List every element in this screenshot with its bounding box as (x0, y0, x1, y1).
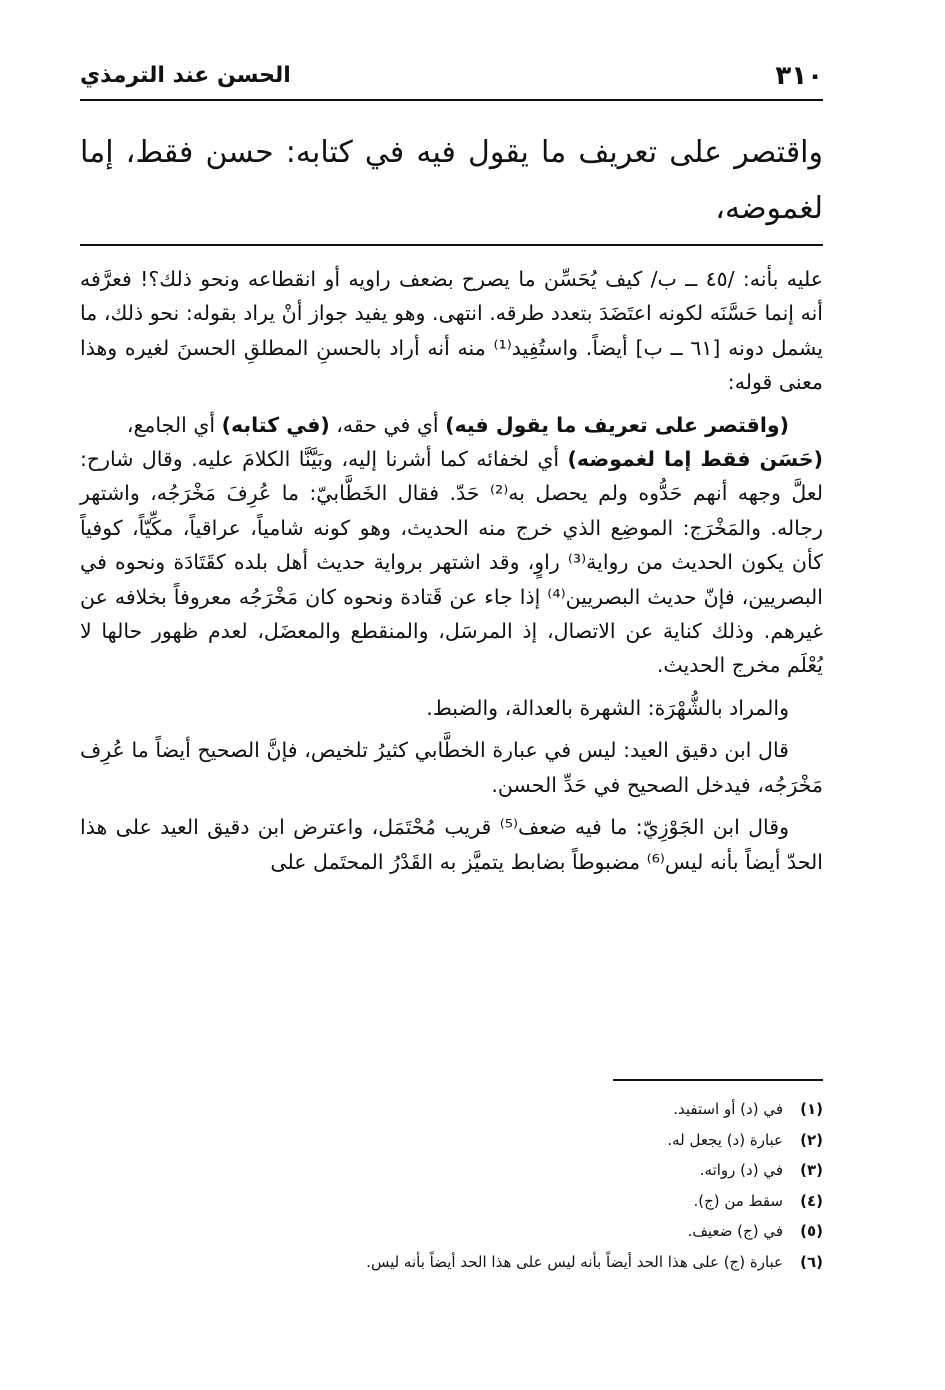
footnote-text: سقط من (ج). (693, 1191, 783, 1210)
footnote (80, 1094, 823, 1125)
footnote-number: (٢) (800, 1130, 823, 1149)
commentary-text: أي لخفائه كما أشرنا إليه، وبَيَّنَّا الكلامَ عليه. وقال شارح: لعلَّ وجهه أنهم حَدُّوه ولم يحصل به⁽²⁾ حَدّ. فقال الخَطَّابيّ: ما عُرِفَ مَخْرَجُه، واشتهر رجاله. والمَخْرَج: الموضِع الذي خرج منه الحديث، وهو كونه شامياً، عراقياً، مكِّيّاً، كوفياً كأن يكون الحديث من رواية⁽³⁾ راوٍ، وقد اشتهر برواية حديث أهل بلده كقَتَادَة ونحوه في البصريين، فإنّ حديث البصريين⁽⁴⁾ إذا جاء عن قَتادة ونحوه كان مَخْرَجُه معروفاً بخلافه عن غيرهم. وذلك كناية عن الاتصال، إذ المرسَل، والمنقطع والمعضَل، لعدم ظهور حالها لا يُعْلَم مخرج الحديث. (80, 447, 824, 678)
footnote (80, 1216, 823, 1247)
quoted-phrase: (في كتابه) (221, 412, 330, 437)
commentary-paragraph-5: وقال ابن الجَوْزِيّ: ما فيه ضعف⁽⁵⁾ قريب مُحْتَمَل، واعترض ابن دقيق العيد على هذا الحدّ أيضاً بأنه ليس⁽⁶⁾ مضبوطاً بضابط يتميَّز به القَدْرُ المحتَمل على (80, 815, 823, 874)
commentary-paragraph-4: قال ابن دقيق العيد: ليس في عبارة الخطَّابي كثيرُ تلخيص، فإنَّ الصحيح أيضاً ما عُرِف مَخْرَجُه، فيدخل الصحيح في حَدِّ الحسن. (80, 738, 823, 797)
page-header (80, 62, 823, 90)
footnote-text: عبارة (ج) على هذا الحد أيضاً بأنه ليس على هذا الحد أيضاً بأنه ليس. (366, 1252, 783, 1271)
main-text-divider (80, 244, 823, 246)
footnotes (80, 1094, 823, 1277)
page-number: ٣١٠ (775, 61, 823, 91)
commentary-paragraph-1: عليه بأنه: /٤٥ ــ ب/ كيف يُحَسِّن ما يصرح بضعف راويه أو انقطاعه ونحو ذلك؟! فعرَّفه أنه إنما حَسَّنَه لكونه اعتَضَدَ بتعدد طرقه. انتهى. وهو يفيد جواز أنْ يراد بقوله: نحو ذلك، ما يشمل دونه [٦١ ــ ب] أيضاً. واستُفِيد⁽¹⁾ منه أنه أراد بالحسنِ المطلقِ الحسنَ لغيره وهذا معنى قوله: (80, 267, 823, 395)
commentary (80, 262, 823, 887)
footnote-text: عبارة (د) يجعل له. (667, 1130, 783, 1149)
header-divider (80, 99, 823, 101)
commentary-paragraph-3: والمراد بالشُّهْرَة: الشهرة بالعدالة، والضبط. (426, 695, 789, 720)
footnote-number: (١) (800, 1100, 823, 1118)
footnote (80, 1125, 823, 1156)
footnote-text: في (ج) ضعيف. (687, 1222, 783, 1240)
footnote-number: (٥) (800, 1222, 823, 1240)
commentary-paragraph-2 (80, 408, 823, 683)
quoted-phrase: (واقتصر على تعريف ما يقول فيه) (445, 412, 789, 437)
commentary-text: أي الجامع، (126, 412, 222, 437)
footnote (80, 1155, 823, 1186)
quoted-phrase: (حَسَن فقط إما لغموضه) (567, 447, 823, 472)
main-text: واقتصر على تعريف ما يقول فيه في كتابه: حسن فقط، إما لغموضه، (80, 135, 823, 226)
commentary-text: أي في حقه، (329, 412, 446, 437)
running-title: الحسن عند الترمذي (80, 63, 291, 88)
footnote (80, 1247, 823, 1278)
footnote-number: (٦) (800, 1252, 823, 1271)
footnote-divider (613, 1079, 823, 1081)
footnote (80, 1186, 823, 1217)
footnote-text: في (د) أو استفيد. (673, 1100, 783, 1118)
footnote-number: (٣) (800, 1161, 823, 1179)
footnote-text: في (د) رواته. (699, 1161, 783, 1179)
footnote-number: (٤) (800, 1191, 823, 1210)
